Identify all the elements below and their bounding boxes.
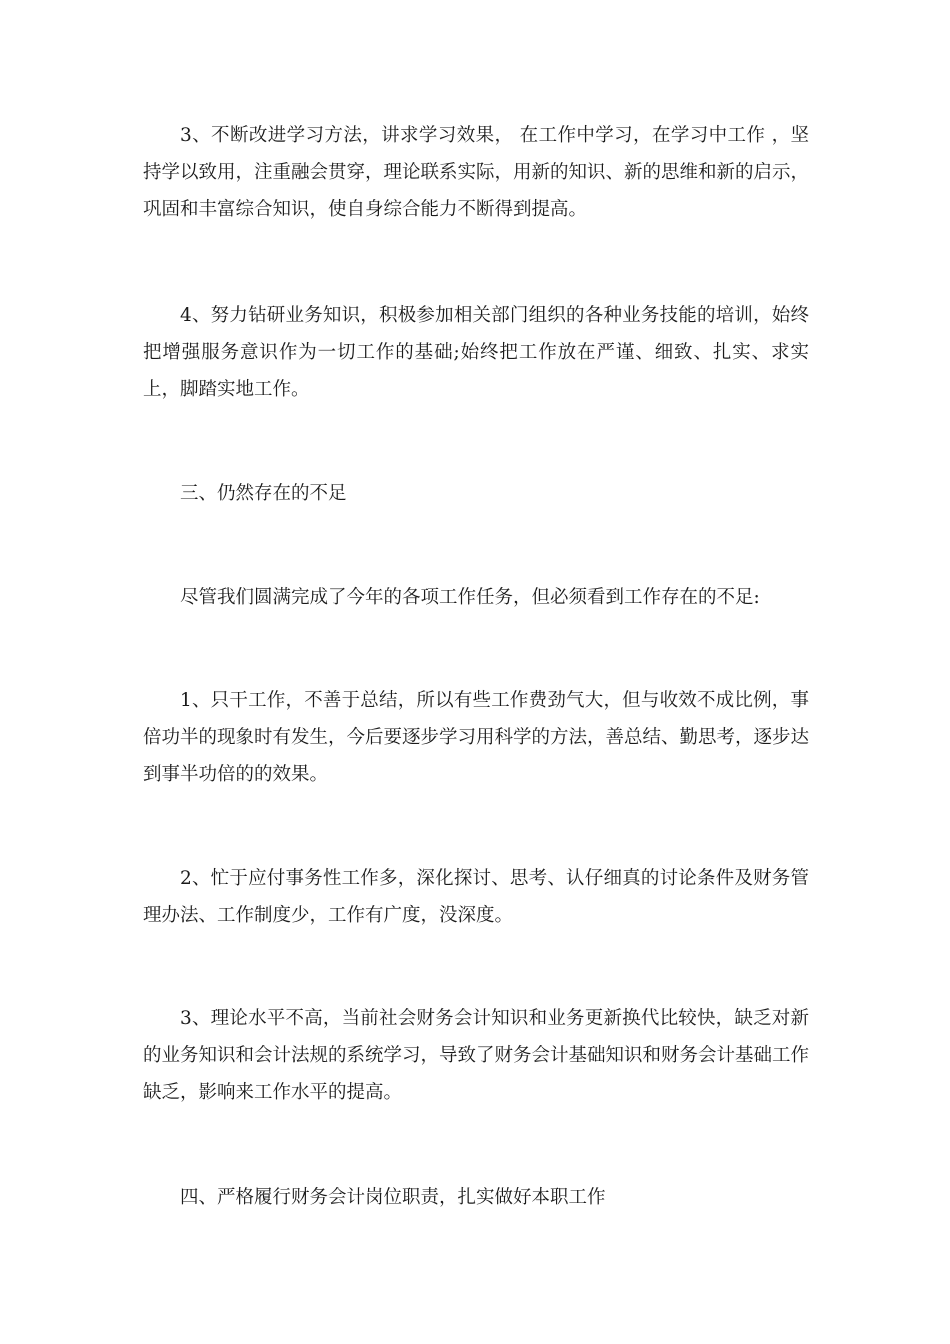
paragraph-business-knowledge: 4、努力钻研业务知识，积极参加相关部门组织的各种业务技能的培训，始终把增强服务意识作为一切工作的基础;始终把工作放在严谨、细致、扎实、求实上，脚踏实地工作。 — [143, 305, 809, 400]
paragraph-shortcoming-2: 2、忙于应付事务性工作多，深化探讨、思考、认仔细真的讨论条件及财务管理办法、工作制度少，工作有广度，没深度。 — [143, 868, 809, 926]
section-heading-duties: 四、严格履行财务会计岗位职责，扎实做好本职工作 — [180, 1187, 606, 1208]
paragraph-shortcoming-1: 1、只干工作，不善于总结，所以有些工作费劲气大，但与收效不成比例，事倍功半的现象时有发生，今后要逐步学习用科学的方法，善总结、勤思考，逐步达到事半功倍的的效果。 — [143, 690, 810, 785]
section-heading-shortcomings: 三、仍然存在的不足 — [180, 483, 347, 504]
paragraph-shortcomings-intro: 尽管我们圆满完成了今年的各项工作任务，但必须看到工作存在的不足: — [180, 587, 760, 608]
paragraph-study-method: 3、不断改进学习方法，讲求学习效果， 在工作中学习，在学习中工作 ，坚持学以致用，注重融会贯穿，理论联系实际，用新的知识、新的思维和新的启示，巩固和丰富综合知识，使自身综合能力不断得到提高。 — [143, 125, 810, 220]
paragraph-shortcoming-3: 3、理论水平不高，当前社会财务会计知识和业务更新换代比较快，缺乏对新的业务知识和会计法规的系统学习，导致了财务会计基础知识和财务会计基础工作缺乏，影响来工作水平的提高。 — [143, 1008, 810, 1103]
